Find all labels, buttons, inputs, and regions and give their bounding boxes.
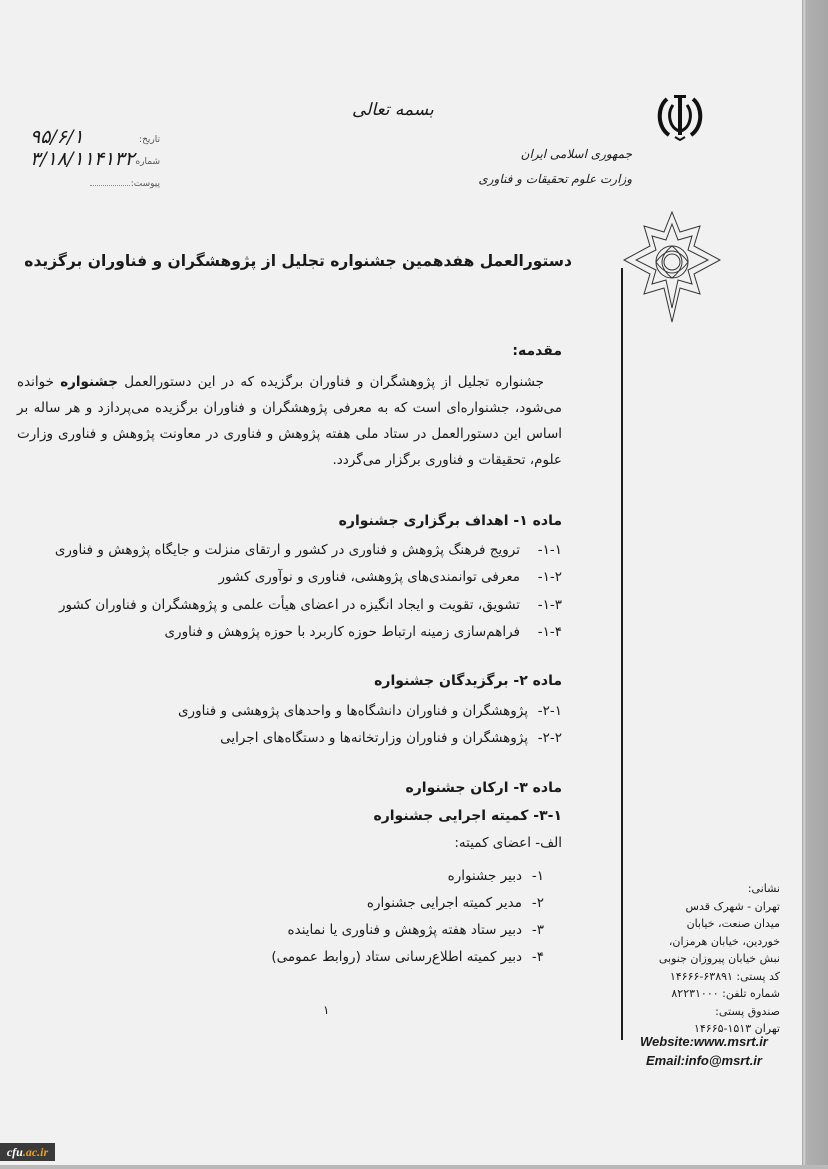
list-item: [271, 949, 544, 965]
address-line: شماره تلفن: ۸۲۲۳۱۰۰۰: [671, 987, 780, 1000]
email-link[interactable]: Email:info@msrt.ir: [646, 1053, 762, 1068]
list-item: [288, 922, 544, 938]
iran-emblem-icon: [655, 93, 705, 141]
islamic-star-ornament-icon: [622, 210, 722, 325]
website-link[interactable]: Website:www.msrt.ir: [640, 1034, 768, 1049]
basmala: بسمه تعالی: [352, 100, 434, 120]
scan-edge-shadow: [802, 0, 828, 1169]
number-label: شماره: [135, 157, 160, 167]
item-number: ۱-۳-: [537, 597, 562, 613]
intro-text-cont: خوانده می‌شود، جشنواره‌ای است که به معرفی پژوهشگران و فناوران برگزیده می‌پردازد و هر ساله بر اساس این دستورالعمل در ستاد ملی هفته پژوهش و فناوری در معاونت پژوهش و فناوری وزارت علوم، تحقیقات و فناوری برگزار می‌گردد.: [17, 374, 562, 468]
list-item: [59, 597, 562, 613]
list-item: [448, 868, 544, 884]
item-number: ۳-: [531, 922, 544, 938]
item-text: مدیر کمیته اجرایی جشنواره: [366, 895, 522, 911]
article2-heading: ماده ۲- برگزیدگان جشنواره: [374, 673, 562, 689]
letter-meta: [20, 128, 160, 194]
address-block: [630, 880, 780, 1038]
address-line: تهران ۱۵۱۳-۱۴۶۶۵: [693, 1022, 780, 1035]
address-line: نبش خیابان پیروزان جنوبی: [658, 952, 780, 965]
item-number: ۱-۴-: [537, 624, 562, 640]
vertical-rule: [621, 268, 623, 1040]
scan-bottom-edge: [0, 1165, 828, 1169]
item-text: پژوهشگران و فناوران دانشگاه‌ها و واحدهای پژوهشی و فناوری: [177, 703, 528, 719]
address-line: صندوق پستی:: [715, 1004, 780, 1018]
address-line: تهران - شهرک قدس: [685, 899, 780, 913]
article3-subheading: ۳-۱- کمیته اجرایی جشنواره: [373, 808, 562, 824]
item-number: ۲-۲-: [537, 730, 562, 746]
list-item: [178, 703, 562, 719]
date-value: ۹۵/۶/۱: [30, 126, 84, 148]
item-text: پژوهشگران و فناوران وزارتخانه‌ها و دستگاه‌های اجرایی: [220, 730, 528, 746]
ministry-name: وزارت علوم تحقیقات و فناوری: [478, 172, 632, 186]
government-name: جمهوری اسلامی ایران: [520, 147, 632, 161]
item-number: ۲-: [531, 895, 544, 911]
intro-text: جشنواره تجلیل از پژوهشگران و فناوران برگزیده که در این دستورالعمل: [118, 374, 544, 390]
item-number: ۲-۱-: [537, 703, 562, 719]
item-text: فراهم‌سازی زمینه ارتباط حوزه کاربرد با حوزه پژوهش و فناوری: [164, 624, 520, 640]
item-text: دبیر ستاد هفته پژوهش و فناوری یا نماینده: [287, 922, 522, 938]
item-text: دبیر کمیته اطلاع‌رسانی ستاد (روابط عمومی): [271, 949, 522, 965]
list-item: [164, 624, 562, 640]
list-item: [218, 569, 562, 585]
address-line: کد پستی: ۶۳۸۹۱-۱۴۶۶۶: [669, 969, 780, 983]
article1-heading: ماده ۱- اهداف برگزاری جشنواره: [338, 513, 562, 529]
list-item: [55, 542, 562, 558]
watermark-domain: .ac.ir: [22, 1145, 49, 1159]
watermark-text: cfu: [6, 1145, 23, 1159]
intro-paragraph: [17, 369, 562, 473]
intro-bold-term: جشنواره: [60, 374, 118, 390]
item-number: ۱-۲-: [537, 569, 562, 585]
document-title: دستورالعمل هفدهمین جشنواره تجلیل از پژوهشگران و فناوران برگزیده: [24, 252, 572, 270]
item-number: ۱-۱-: [537, 542, 562, 558]
members-label: الف- اعضای کمیته:: [454, 835, 562, 851]
attachment-blank: [90, 185, 130, 186]
article3-heading: ماده ۳- ارکان جشنواره: [405, 780, 562, 796]
item-number: ۴-: [531, 949, 544, 965]
item-text: دبیر جشنواره: [447, 868, 522, 884]
source-watermark: [0, 1143, 55, 1161]
item-text: تشویق، تقویت و ایجاد انگیزه در اعضای هیأت علمی و پژوهشگران و فناوران کشور: [58, 597, 520, 613]
attachment-label: پیوست:: [130, 179, 160, 189]
address-line: نشانی:: [747, 882, 780, 895]
item-number: ۱-: [531, 868, 544, 884]
item-text: ترویج فرهنگ پژوهش و فناوری در کشور و ارتقای منزلت و جایگاه پژوهش و فناوری: [54, 542, 520, 558]
intro-heading: مقدمه:: [512, 343, 562, 359]
number-value: ۳/۱۸/۱۱۴۱۳۲: [30, 148, 135, 170]
page-number: ۱: [323, 1003, 330, 1017]
address-line: خوردین، خیابان هرمزان،: [668, 934, 780, 948]
list-item: [367, 895, 544, 911]
address-line: میدان صنعت، خیابان: [686, 917, 780, 930]
list-item: [220, 730, 562, 746]
date-label: تاریخ:: [139, 135, 160, 145]
item-text: معرفی توانمندی‌های پژوهشی، فناوری و نوآوری کشور: [218, 569, 520, 585]
